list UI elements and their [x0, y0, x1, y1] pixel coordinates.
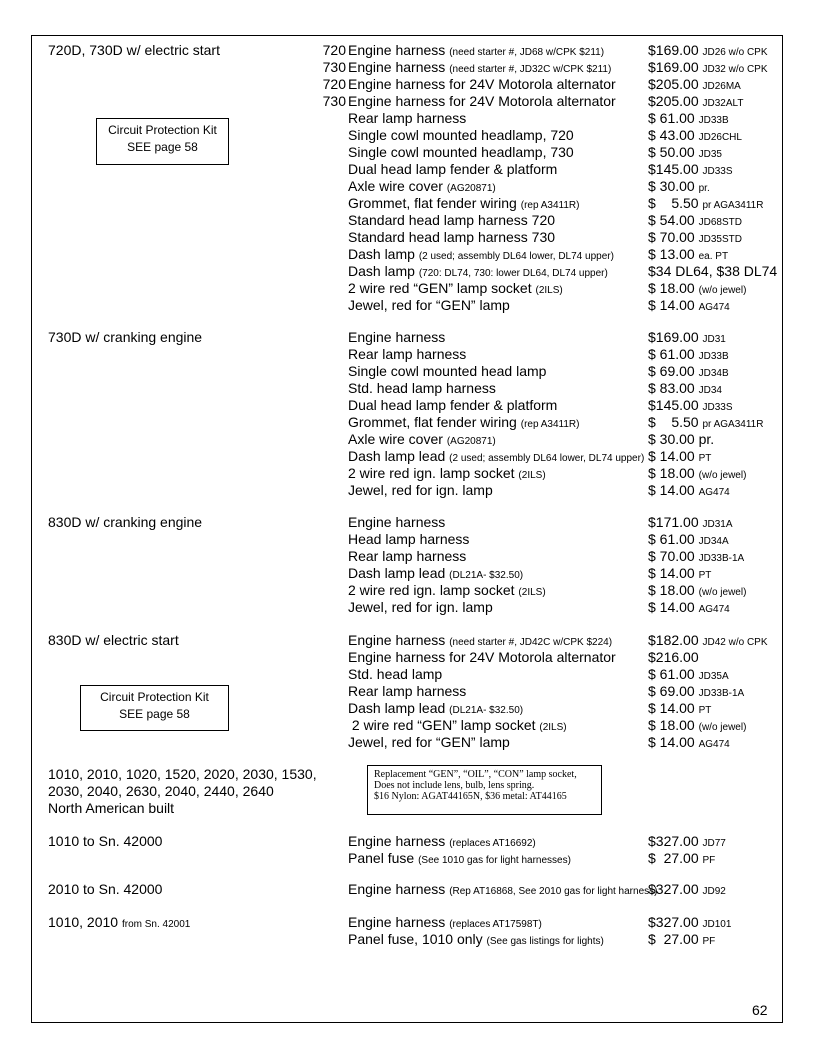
part-code: AG474	[698, 604, 730, 615]
part-note: (See gas listings for lights)	[486, 936, 604, 947]
part-name: Dash lamp lead	[348, 565, 446, 581]
part-code: JD32ALT	[702, 98, 744, 109]
part-row	[0, 329, 816, 346]
model-serial: from Sn. 42001	[121, 919, 191, 930]
part-name: 2 wire red “GEN” lamp socket	[348, 717, 536, 733]
parts-list	[0, 881, 816, 898]
part-description	[348, 329, 445, 346]
part-name: Axle wire cover	[348, 431, 443, 447]
part-row	[0, 59, 816, 76]
price-value: $169.00	[648, 329, 699, 345]
part-row	[0, 431, 816, 448]
price-value: $ 5.50	[648, 414, 699, 430]
part-code: pr AGA3411R	[702, 419, 764, 430]
part-code: JD68STD	[698, 217, 742, 228]
part-description	[348, 346, 466, 363]
price-value: $145.00	[648, 161, 699, 177]
part-name: Std. head lamp	[348, 666, 443, 682]
part-name: Dash lamp lead	[348, 448, 446, 464]
part-note: (Rep AT16868, See 2010 gas for light harness)	[449, 886, 658, 897]
part-code: JD33B	[698, 115, 729, 126]
price-value: $ 30.00	[648, 178, 695, 194]
section-830d-cranking	[0, 514, 816, 616]
part-description	[348, 734, 510, 751]
part-note: (DL21A- $32.50)	[449, 705, 524, 716]
part-code: JD34B	[698, 368, 729, 379]
part-name: Engine harness	[348, 329, 446, 345]
part-note: (need starter #, JD32C w/CPK $211)	[449, 64, 612, 75]
na-models-line3: North American built	[48, 800, 175, 816]
part-note: (need starter #, JD42C w/CPK $224)	[449, 637, 613, 648]
part-description	[348, 397, 557, 414]
price-value: $ 27.00	[648, 931, 699, 947]
na-models-line1: 1010, 2010, 1020, 1520, 2020, 2030, 1530,	[48, 766, 317, 782]
part-row	[0, 632, 816, 649]
part-name: 2 wire red “GEN” lamp socket	[348, 280, 532, 296]
part-name: Dash lamp lead	[348, 700, 446, 716]
part-description	[348, 127, 574, 144]
part-name: Head lamp harness	[348, 531, 470, 547]
price-value: $ 14.00	[648, 297, 695, 313]
part-name: Jewel, red for “GEN” lamp	[348, 734, 510, 750]
price-value: $ 54.00	[648, 212, 695, 228]
part-description	[348, 850, 571, 869]
part-description	[348, 514, 445, 531]
part-code: JD77	[702, 838, 726, 849]
section-720d-730d	[0, 42, 816, 314]
part-name: Dual head lamp fender & platform	[348, 397, 558, 413]
part-code: JD31	[702, 334, 726, 345]
part-code: AG474	[698, 487, 730, 498]
price-value: $171.00	[648, 514, 699, 530]
part-row	[0, 514, 816, 531]
part-row	[0, 833, 816, 850]
part-code: PT	[698, 705, 712, 716]
part-price	[648, 431, 714, 448]
part-name: Dash lamp	[348, 246, 415, 262]
part-description	[348, 666, 442, 683]
part-name: Rear lamp harness	[348, 548, 467, 564]
model-heading: 2010 to Sn. 42000	[48, 881, 163, 897]
part-row	[0, 931, 816, 948]
price-value: $145.00	[648, 397, 699, 413]
price-value: $ 14.00	[648, 448, 695, 464]
model-number: 730	[322, 59, 346, 75]
part-code: JD33B-1A	[698, 688, 745, 699]
part-code: ea. PT	[698, 251, 729, 262]
circuit-protection-box-1	[96, 118, 229, 165]
part-row	[0, 599, 816, 616]
price-value: $ 13.00	[648, 246, 695, 262]
part-note: (2ILS)	[518, 587, 546, 598]
part-row	[0, 914, 816, 931]
parts-list	[0, 914, 816, 948]
part-row	[0, 229, 816, 246]
na-models-line2: 2030, 2040, 2630, 2040, 2440, 2640	[48, 783, 274, 799]
part-code: (w/o jewel)	[698, 587, 747, 598]
model-heading: 830D w/ electric start	[48, 632, 179, 648]
part-description	[348, 76, 616, 93]
part-name: Engine harness	[348, 514, 446, 530]
part-row	[0, 448, 816, 465]
part-code: JD33B	[698, 351, 729, 362]
part-code: PF	[702, 855, 716, 866]
part-code: JD101	[702, 919, 732, 930]
price-value: $ 61.00	[648, 666, 695, 682]
part-code: JD34A	[698, 536, 729, 547]
part-code: JD32 w/o CPK	[702, 64, 768, 75]
price-value: $ 70.00	[648, 548, 695, 564]
price-value: $ 18.00	[648, 280, 695, 296]
parts-list	[0, 329, 816, 499]
part-row	[0, 297, 816, 314]
part-name: Grommet, flat fender wiring	[348, 195, 517, 211]
part-price	[648, 599, 730, 618]
part-name: Engine harness for 24V Motorola alternator	[348, 649, 616, 665]
part-code: JD33S	[702, 402, 733, 413]
part-description	[348, 531, 469, 548]
price-value: $169.00	[648, 59, 699, 75]
part-name: Panel fuse, 1010 only	[348, 931, 483, 947]
part-row	[0, 734, 816, 751]
part-description	[348, 683, 466, 700]
price-value: $205.00	[648, 76, 699, 92]
note-line3: $16 Nylon: AGAT44165N, $36 metal: AT44165	[374, 791, 567, 802]
part-code: JD33S	[702, 166, 733, 177]
part-code: JD92	[702, 886, 726, 897]
part-note: (DL21A- $32.50)	[449, 570, 524, 581]
part-description	[348, 599, 493, 616]
price-value: $216.00	[648, 649, 699, 665]
part-name: Rear lamp harness	[348, 346, 467, 362]
price-value: $ 50.00	[648, 144, 695, 160]
part-name: Dash lamp	[348, 263, 415, 279]
part-description	[348, 110, 466, 127]
part-name: Jewel, red for ign. lamp	[348, 599, 493, 615]
part-note: (AG20871)	[446, 183, 496, 194]
part-code: JD35A	[698, 671, 729, 682]
part-name: Engine harness for 24V Motorola alternator	[348, 93, 616, 109]
part-row	[0, 380, 816, 397]
model-heading: 830D w/ cranking engine	[48, 514, 203, 530]
replacement-socket-note	[367, 765, 602, 815]
note-line1: Replacement “GEN”, “OIL”, “CON” lamp socket,	[374, 769, 577, 780]
cpk-line1: Circuit Protection Kit	[100, 690, 209, 704]
part-price	[648, 482, 730, 501]
part-name: Rear lamp harness	[348, 683, 467, 699]
part-code: pr AGA3411R	[702, 200, 764, 211]
price-value: $ 18.00	[648, 465, 695, 481]
model-heading: 1010 to Sn. 42000	[48, 833, 163, 849]
cpk-line1: Circuit Protection Kit	[108, 123, 217, 137]
part-name: 2 wire red ign. lamp socket	[348, 582, 515, 598]
part-note: (2ILS)	[518, 470, 546, 481]
price-value: $182.00	[648, 632, 699, 648]
price-value: $ 14.00	[648, 700, 695, 716]
price-value: $ 43.00	[648, 127, 695, 143]
price-value: $327.00	[648, 881, 699, 897]
part-description	[348, 548, 466, 565]
section-2010-to-42000	[0, 881, 816, 898]
part-code: JD42 w/o CPK	[702, 637, 768, 648]
part-row	[0, 531, 816, 548]
part-name: Standard head lamp harness 720	[348, 212, 556, 228]
part-note: (2ILS)	[535, 285, 563, 296]
part-name: Engine harness	[348, 833, 446, 849]
part-name: Engine harness	[348, 42, 446, 58]
price-value: $ 61.00	[648, 531, 695, 547]
part-name: Rear lamp harness	[348, 110, 467, 126]
part-row	[0, 178, 816, 195]
part-row	[0, 346, 816, 363]
part-note: (rep A3411R)	[520, 200, 580, 211]
part-code: AG474	[698, 302, 730, 313]
part-code: JD26MA	[702, 81, 741, 92]
part-description	[348, 229, 555, 246]
part-code: JD26 w/o CPK	[702, 47, 768, 58]
part-name: Jewel, red for ign. lamp	[348, 482, 493, 498]
part-name: Single cowl mounted headlamp, 730	[348, 144, 574, 160]
part-name: Axle wire cover	[348, 178, 443, 194]
part-row	[0, 649, 816, 666]
price-value: $ 69.00	[648, 363, 695, 379]
part-note: (2 used; assembly DL64 lower, DL74 upper)	[449, 453, 645, 464]
part-code: JD35STD	[698, 234, 742, 245]
model-heading: 720D, 730D w/ electric start	[48, 42, 220, 58]
section-730d-cranking	[0, 329, 816, 499]
price-value: $ 14.00	[648, 565, 695, 581]
part-price	[648, 881, 726, 900]
price-value: $34 DL64, $38 DL74	[648, 263, 778, 279]
part-code: JD35	[698, 149, 722, 160]
part-code: (w/o jewel)	[698, 722, 747, 733]
part-row	[0, 363, 816, 380]
na-models-heading	[48, 766, 317, 817]
price-value: $ 14.00	[648, 734, 695, 750]
part-code: PT	[698, 570, 712, 581]
part-name: Engine harness	[348, 881, 446, 897]
price-value: $169.00	[648, 42, 699, 58]
price-value: $ 61.00	[648, 346, 695, 362]
part-code: (w/o jewel)	[698, 285, 747, 296]
part-description	[348, 297, 510, 314]
note-line2: Does not include lens, bulb, lens spring.	[374, 780, 535, 791]
part-row	[0, 397, 816, 414]
section-1010-to-42000	[0, 833, 816, 867]
price-value: $327.00	[648, 833, 699, 849]
part-name: Engine harness for 24V Motorola alternator	[348, 76, 616, 92]
part-price	[648, 850, 715, 869]
part-code: JD31A	[702, 519, 733, 530]
parts-list	[0, 42, 816, 314]
cpk-line2: SEE page 58	[119, 707, 190, 721]
price-value: $ 83.00	[648, 380, 695, 396]
part-description	[348, 93, 616, 110]
part-note: (replaces AT17598T)	[449, 919, 542, 930]
part-note: (2 used; assembly DL64 lower, DL74 upper)	[418, 251, 614, 262]
part-code: PF	[702, 936, 716, 947]
part-row	[0, 548, 816, 565]
part-note: (need starter #, JD68 w/CPK $211)	[449, 47, 605, 58]
part-name: Standard head lamp harness 730	[348, 229, 556, 245]
part-name: Dual head lamp fender & platform	[348, 161, 558, 177]
part-description	[348, 144, 574, 161]
part-row	[0, 850, 816, 867]
part-code: (w/o jewel)	[698, 470, 747, 481]
part-row	[0, 280, 816, 297]
cpk-line2: SEE page 58	[127, 140, 198, 154]
part-row	[0, 582, 816, 599]
part-row	[0, 565, 816, 582]
part-row	[0, 93, 816, 110]
price-value: $ 27.00	[648, 850, 699, 866]
part-note: (replaces AT16692)	[449, 838, 536, 849]
part-row	[0, 195, 816, 212]
parts-list	[0, 833, 816, 867]
price-value: $ 69.00	[648, 683, 695, 699]
part-code: JD33B-1A	[698, 553, 745, 564]
part-description	[348, 161, 557, 178]
part-note: (See 1010 gas for light harnesses)	[418, 855, 571, 866]
part-row	[0, 246, 816, 263]
part-row	[0, 414, 816, 431]
model-main: 1010, 2010	[48, 914, 119, 930]
section-1010-2010-from-42001	[0, 914, 816, 948]
price-value: $ 30.00 pr.	[648, 431, 715, 447]
part-name: Engine harness	[348, 914, 446, 930]
model-number: 720	[322, 76, 346, 92]
page-number: 62	[752, 1002, 768, 1018]
price-value: $ 5.50	[648, 195, 699, 211]
part-code: JD34	[698, 385, 722, 396]
part-name: Jewel, red for “GEN” lamp	[348, 297, 510, 313]
part-note: (720: DL74, 730: lower DL64, DL74 upper)	[418, 268, 608, 279]
model-number: 720	[322, 42, 346, 58]
price-value: $205.00	[648, 93, 699, 109]
part-price	[648, 649, 699, 666]
part-name: Panel fuse	[348, 850, 415, 866]
price-value: $327.00	[648, 914, 699, 930]
part-name: Engine harness	[348, 632, 446, 648]
part-code: PT	[698, 453, 712, 464]
part-row	[0, 881, 816, 898]
model-heading: 730D w/ cranking engine	[48, 329, 203, 345]
part-name: Single cowl mounted headlamp, 720	[348, 127, 574, 143]
price-value: $ 14.00	[648, 482, 695, 498]
part-description	[348, 212, 555, 229]
model-number: 730	[322, 93, 346, 109]
part-row	[0, 42, 816, 59]
part-name: Grommet, flat fender wiring	[348, 414, 517, 430]
part-description	[348, 881, 657, 900]
part-note: (AG20871)	[446, 436, 496, 447]
part-row	[0, 76, 816, 93]
part-name: Std. head lamp harness	[348, 380, 496, 396]
part-name: Engine harness	[348, 59, 446, 75]
part-name: Single cowl mounted head lamp	[348, 363, 547, 379]
part-name: 2 wire red ign. lamp socket	[348, 465, 515, 481]
part-note: (2ILS)	[539, 722, 567, 733]
part-price	[648, 263, 777, 280]
price-value: $ 18.00	[648, 717, 695, 733]
part-row	[0, 263, 816, 280]
circuit-protection-box-2	[80, 685, 229, 731]
part-row	[0, 465, 816, 482]
part-note: (rep A3411R)	[520, 419, 580, 430]
part-description	[348, 482, 493, 499]
part-description	[348, 380, 496, 397]
parts-list	[0, 514, 816, 616]
part-description	[348, 649, 616, 666]
part-row	[0, 482, 816, 499]
part-code: JD26CHL	[698, 132, 742, 143]
price-value: $ 14.00	[648, 599, 695, 615]
part-price	[648, 734, 730, 753]
price-value: $ 61.00	[648, 110, 695, 126]
part-description	[348, 363, 546, 380]
part-code: AG474	[698, 739, 730, 750]
part-price	[648, 297, 730, 316]
part-row	[0, 666, 816, 683]
part-row	[0, 212, 816, 229]
price-value: $ 18.00	[648, 582, 695, 598]
price-value: $ 70.00	[648, 229, 695, 245]
part-code: pr.	[698, 183, 710, 194]
part-description	[348, 931, 604, 950]
part-price	[648, 931, 715, 950]
